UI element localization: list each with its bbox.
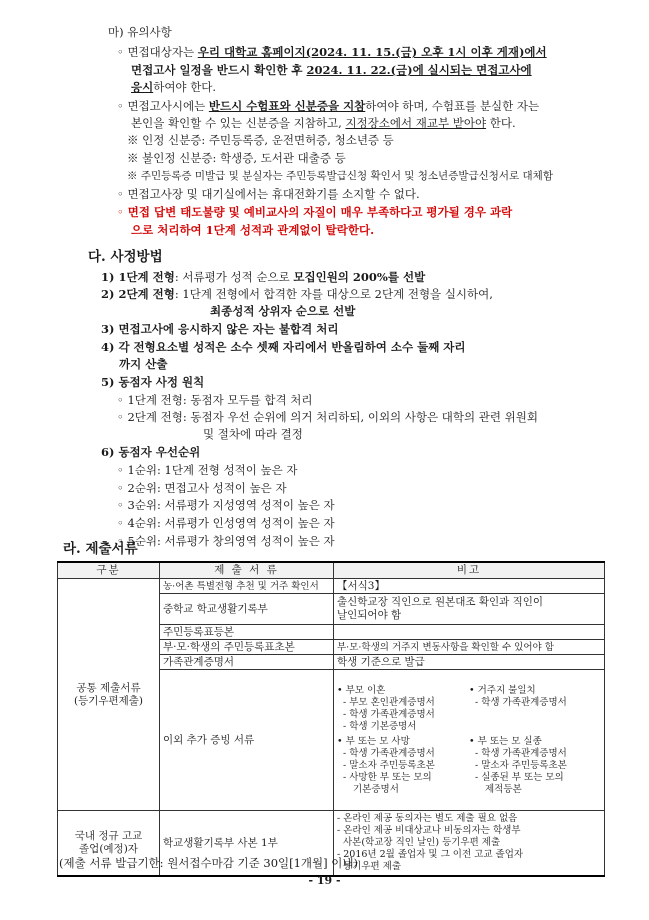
- priority-5: ◦ 5순위: 서류평가 창의영역 성적이 높은 자: [117, 534, 335, 548]
- category-highschool: 국내 정규 고교 졸업(예정)자: [58, 811, 160, 877]
- documents-table: [57, 561, 605, 877]
- note-item-3: ◦ 면접고사장 및 대기실에서는 휴대전화기를 소지할 수 없다.: [117, 187, 420, 201]
- priority-3: ◦ 3순위: 서류평가 지성영역 성적이 높은 자: [117, 498, 335, 512]
- priority-2: ◦ 2순위: 면접고사 성적이 높은 자: [117, 481, 287, 495]
- selection-step6: 6) 동점자 우선순위: [101, 445, 201, 459]
- table-header-row: [58, 562, 605, 579]
- note-cell: 출신학교장 직인으로 원본대조 확인과 직인이 날인되어야 함: [334, 594, 605, 625]
- note-item-2-line2: 본인을 확인할 수 있는 신분증을 지참하고, 지정장소에서 재교부 받아야 한다.: [131, 116, 516, 130]
- note-warning-line2: 으로 처리하여 1단계 성적과 관계없이 탈락한다.: [131, 223, 375, 237]
- note-cell: [334, 670, 605, 811]
- note-cell: 부·모·학생의 거주지 변동사항을 확인할 수 있어야 함: [334, 640, 605, 655]
- doc-cell: 농·어촌 특별전형 추천 및 거주 확인서: [160, 579, 334, 594]
- notes-heading: 마) 유의사항: [108, 25, 172, 39]
- note-cell: 학생 기준으로 발급: [334, 655, 605, 670]
- doc-cell: 부·모·학생의 주민등록표초본: [160, 640, 334, 655]
- note-cell: 【서식3】: [334, 579, 605, 594]
- priority-1: ◦ 1순위: 1단계 전형 성적이 높은 자: [117, 463, 298, 477]
- selection-step4-line2: 까지 산출: [119, 357, 168, 371]
- priority-4: ◦ 4순위: 서류평가 인성영역 성적이 높은 자: [117, 516, 335, 530]
- header-document: 제 출 서 류: [160, 562, 334, 579]
- documents-footnote: (제출 서류 발급기한: 원서접수마감 기준 30일[1개월] 이내): [59, 856, 358, 870]
- selection-step3: 3) 면접고사에 응시하지 않은 자는 불합격 처리: [101, 322, 339, 336]
- doc-cell: 주민등록표등본: [160, 625, 334, 640]
- selection-step5: 5) 동점자 사정 원칙: [101, 375, 205, 389]
- page-number: - 19 -: [308, 874, 341, 887]
- note-item-2-line1: ◦ 면접고사시에는 반드시 수험표와 신분증을 지참하여야 하며, 수험표를 분실한 자는: [117, 99, 540, 113]
- header-category: 구분: [58, 562, 160, 579]
- note-cell: [334, 625, 605, 640]
- selection-step4-line1: 4) 각 전형요소별 성적은 소수 셋째 자리에서 반올림하여 소수 둘째 자리: [101, 340, 466, 354]
- note-cell: - 온라인 제공 동의자는 별도 제출 필요 없음 - 온라인 제공 비대상교나 비동의자는 학생부 사본(학교장 직인 날인) 등기우편 제출 - 2016년 2월 졸업자 및 그 이전 고교 졸업자 등기우편 제출: [334, 811, 605, 877]
- table-row: [58, 579, 605, 594]
- selection-step2-line1: 2) 2단계 전형: 1단계 전형에서 합격한 자를 대상으로 2단계 전형을 실시하여,: [101, 287, 493, 301]
- doc-cell: 학교생활기록부 사본 1부: [160, 811, 334, 877]
- selection-heading: 다. 사정방법: [88, 249, 163, 265]
- selection-step5-item1: ◦ 1단계 전형: 동점자 모두를 합격 처리: [117, 393, 313, 407]
- note-ref-3: ※ 주민등록증 미발급 및 분실자는 주민등록발급신청 확인서 및 청소년증발급신청서로 대체함: [127, 170, 553, 182]
- note-warning-line1: ◦ 면접 답변 태도불량 및 예비교사의 자질이 매우 부족하다고 평가될 경우 과락: [117, 205, 513, 219]
- doc-cell: 중학교 학교생활기록부: [160, 594, 334, 625]
- selection-step2-line2: 최종성적 상위자 순으로 선발: [210, 304, 356, 318]
- note-subgrid-top: • 부모 이혼 - 부모 혼인관계증명서 - 학생 가족관계증명서 - 학생 기본증명서 • 거주지 불일치 - 학생 가족관계증명서: [337, 684, 567, 732]
- category-common: 공통 제출서류 (등기우편제출): [58, 579, 160, 811]
- note-subgrid-bottom: • 부 또는 모 사망 - 학생 가족관계증명서 - 말소자 주민등록초본 - 사망한 부 또는 모의 기본증명서 • 부 또는 모 실종 - 학생 가족관계증명서 - 말소자 주민등록초본 - 실종된 부 또는 모의 제적등본: [337, 735, 567, 795]
- note-ref-2: ※ 불인정 신분증: 학생증, 도서관 대출증 등: [127, 151, 346, 165]
- doc-cell: 이외 추가 증빙 서류: [160, 670, 334, 811]
- note-item-1-line1: ◦ 면접대상자는 우리 대학교 홈페이지(2024. 11. 15.(금) 오후 1시 이후 게재)에서: [117, 45, 547, 59]
- doc-cell: 가족관계증명서: [160, 655, 334, 670]
- selection-step5-item2: ◦ 2단계 전형: 동점자 우선 순위에 의거 처리하되, 이외의 사항은 대학의 관련 위원회: [117, 410, 538, 424]
- documents-heading: 라. 제출서류: [63, 541, 138, 557]
- note-item-1-line2: 면접고사 일정을 반드시 확인한 후 2024. 11. 22.(금)에 실시되는 면접고사에: [131, 63, 532, 77]
- selection-step1: 1) 1단계 전형: 서류평가 성적 순으로 모집인원의 200%를 선발: [101, 270, 426, 284]
- selection-step5-item2-cont: 및 절차에 따라 결정: [203, 427, 303, 441]
- note-item-1-line3: 응시하여야 한다.: [131, 80, 217, 94]
- header-note: 비고: [334, 562, 605, 579]
- note-ref-1: ※ 인정 신분증: 주민등록증, 운전면허증, 청소년증 등: [127, 133, 394, 147]
